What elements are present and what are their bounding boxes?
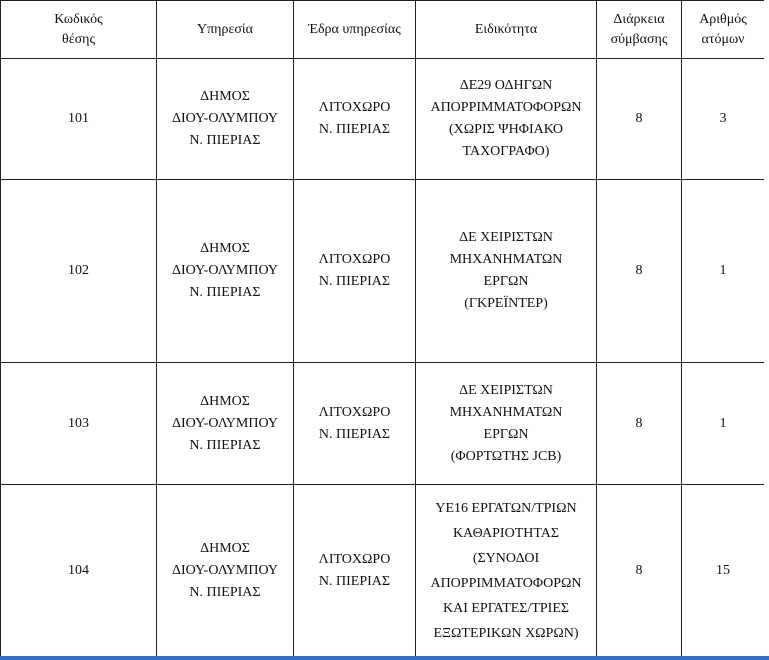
cell-service: ΔΗΜΟΣ ΔΙΟΥ-ΟΛΥΜΠΟΥ Ν. ΠΙΕΡΙΑΣ	[157, 180, 294, 363]
right-margin	[764, 0, 769, 656]
cell-seat: ΛΙΤΟΧΩΡΟ Ν. ΠΙΕΡΙΑΣ	[294, 59, 416, 180]
cell-specialty: ΔΕ ΧΕΙΡΙΣΤΩΝ ΜΗΧΑΝΗΜΑΤΩΝ ΕΡΓΩΝ (ΓΚΡΕΪΝΤΕΡ)	[416, 180, 597, 363]
cell-seat: ΛΙΤΟΧΩΡΟ Ν. ΠΙΕΡΙΑΣ	[294, 180, 416, 363]
header-specialty: Ειδικότητα	[416, 1, 597, 59]
cell-seat: ΛΙΤΟΧΩΡΟ Ν. ΠΙΕΡΙΑΣ	[294, 363, 416, 485]
cell-persons: 1	[682, 180, 765, 363]
cell-specialty: ΥΕ16 ΕΡΓΑΤΩΝ/ΤΡΙΩΝ ΚΑΘΑΡΙΟΤΗΤΑΣ (ΣΥΝΟΔΟΙ ΑΠΟΡΡΙΜΜΑΤΟΦΟΡΩΝ ΚΑΙ ΕΡΓΑΤΕΣ/ΤΡΙΕΣ ΕΞΩΤΕΡΙΚΩΝ ΧΩΡΩΝ)	[416, 485, 597, 657]
header-seat: Έδρα υπηρεσίας	[294, 1, 416, 59]
table-header-row	[1, 1, 765, 59]
table-row	[1, 363, 765, 485]
cell-duration: 8	[597, 180, 682, 363]
cell-service: ΔΗΜΟΣ ΔΙΟΥ-ΟΛΥΜΠΟΥ Ν. ΠΙΕΡΙΑΣ	[157, 485, 294, 657]
cell-persons: 15	[682, 485, 765, 657]
header-service: Υπηρεσία	[157, 1, 294, 59]
header-duration: Διάρκεια σύμβασης	[597, 1, 682, 59]
cell-duration: 8	[597, 363, 682, 485]
cell-persons: 1	[682, 363, 765, 485]
cell-service: ΔΗΜΟΣ ΔΙΟΥ-ΟΛΥΜΠΟΥ Ν. ΠΙΕΡΙΑΣ	[157, 59, 294, 180]
cell-service: ΔΗΜΟΣ ΔΙΟΥ-ΟΛΥΜΠΟΥ Ν. ΠΙΕΡΙΑΣ	[157, 363, 294, 485]
cell-code: 102	[1, 180, 157, 363]
cell-code: 101	[1, 59, 157, 180]
cell-persons: 3	[682, 59, 765, 180]
cell-code: 104	[1, 485, 157, 657]
header-code: Κωδικός θέσης	[1, 1, 157, 59]
window-bottom-border	[0, 656, 769, 660]
table-row	[1, 180, 765, 363]
cell-code: 103	[1, 363, 157, 485]
cell-duration: 8	[597, 485, 682, 657]
cell-specialty: ΔΕ29 ΟΔΗΓΩΝ ΑΠΟΡΡΙΜΜΑΤΟΦΟΡΩΝ (ΧΩΡΙΣ ΨΗΦΙΑΚΟ ΤΑΧΟΓΡΑΦΟ)	[416, 59, 597, 180]
header-persons: Αριθμός ατόμων	[682, 1, 765, 59]
cell-specialty: ΔΕ ΧΕΙΡΙΣΤΩΝ ΜΗΧΑΝΗΜΑΤΩΝ ΕΡΓΩΝ (ΦΟΡΤΩΤΗΣ JCB)	[416, 363, 597, 485]
table-row	[1, 59, 765, 180]
cell-duration: 8	[597, 59, 682, 180]
table-row	[1, 485, 765, 657]
cell-seat: ΛΙΤΟΧΩΡΟ Ν. ΠΙΕΡΙΑΣ	[294, 485, 416, 657]
